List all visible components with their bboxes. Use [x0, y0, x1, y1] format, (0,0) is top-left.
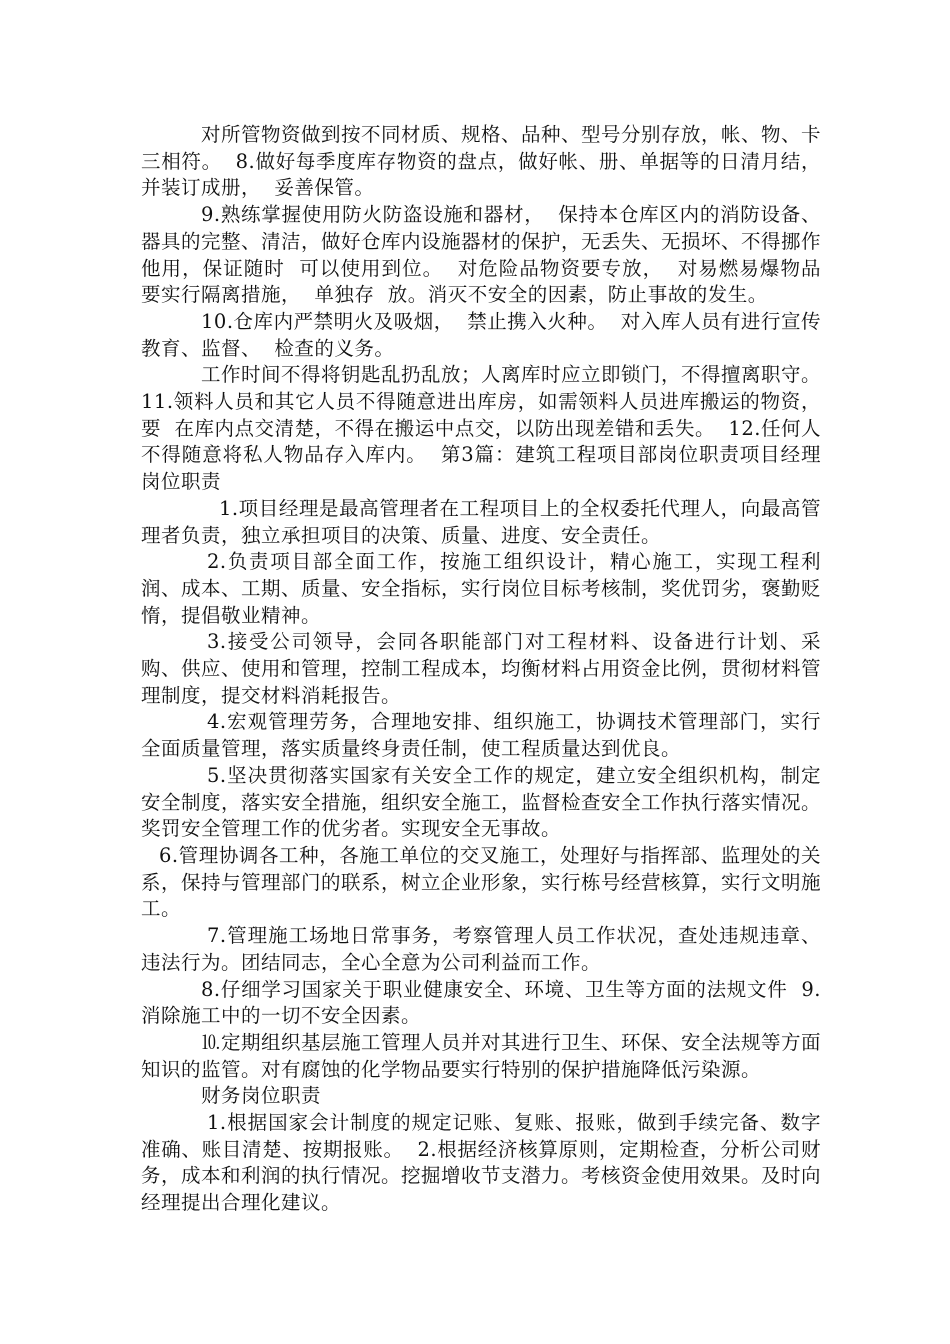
paragraph: 1.根据国家会计制度的规定记账、复账、报账，做到手续完备、数字准确、账目清楚、按期报账。 2.根据经济核算原则，定期检查，分析公司财务，成本和利润的执行情况。挖掘增收节支潜力。考核资金使用效果。及时向经理提出合理化建议。	[141, 1111, 822, 1215]
paragraph: 工作时间不得将钥匙乱扔乱放；人离库时应立即锁门，不得擅离职守。 11.领料人员和其它人员不得随意进出库房，如需领料人员进库搬运的物资，要 在库内点交清楚，不得在搬运中点交，以防出现差错和丢失。 12.任何人不得随意将私人物品存入库内。 第3篇：建筑工程项目部岗位职责项目经理岗位职责	[141, 363, 835, 494]
paragraph: 4.宏观管理劳务，合理地安排、组织施工，协调技术管理部门，实行全面质量管理，落实质量终身责任制，使工程质量达到优良。	[141, 710, 821, 761]
paragraph: 10.仓库内严禁明火及吸烟， 禁止携入火种。 对入库人员有进行宣传教育、监督、 检查的义务。	[141, 309, 821, 360]
paragraph: 9.熟练掌握使用防火防盗设施和器材， 保持本仓库区内的消防设备、器具的完整、清洁，做好仓库内设施器材的保护，无丢失、无损坏、不得挪作他用，保证随时 可以使用到位。 对危险品物资要专放， 对易燃易爆物品要实行隔离措施， 单独存 放。消灭不安全的因素，防止事故的发生。	[141, 203, 822, 307]
paragraph: 6.管理协调各工种，各施工单位的交叉施工，处理好与指挥部、监理处的关系，保持与管理部门的联系，树立企业形象，实行栋号经营核算，实行文明施工。	[141, 843, 822, 921]
paragraph: 7.管理施工场地日常事务，考察管理人员工作状况，查处违规违章、违法行为。团结同志，全心全意为公司利益而工作。	[141, 924, 821, 974]
document-body	[141, 122, 835, 1217]
paragraph: 对所管物资做到按不同材质、规格、品种、型号分别存放，帐、物、卡三相符。 8.做好每季度库存物资的盘点，做好帐、册、单据等的日清月结，并装订成册， 妥善保管。	[141, 123, 822, 200]
paragraph: 3.接受公司领导，会同各职能部门对工程材料、设备进行计划、采购、供应、使用和管理，控制工程成本，均衡材料占用资金比例，贯彻材料管理制度，提交材料消耗报告。	[141, 630, 822, 707]
paragraph: ⒑定期组织基层施工管理人员并对其进行卫生、环保、安全法规等方面知识的监管。对有腐蚀的化学物品要实行特别的保护措施降低污染源。	[141, 1030, 822, 1081]
paragraph: 8.仔细学习国家关于职业健康安全、环境、卫生等方面的法规文件 9.消除施工中的一切不安全因素。	[141, 977, 821, 1028]
paragraph: 2.负责项目部全面工作，按施工组织设计，精心施工，实现工程利润、成本、工期、质量、安全指标，实行岗位目标考核制，奖优罚劣，褒勤贬惰，提倡敬业精神。	[141, 550, 822, 627]
section-heading: 财务岗位职责	[201, 1084, 322, 1108]
paragraph: 1.项目经理是最高管理者在工程项目上的全权委托代理人，向最高管理者负责，独立承担项目的决策、质量、进度、安全责任。	[141, 496, 821, 547]
paragraph: 5.坚决贯彻落实国家有关安全工作的规定，建立安全组织机构，制定安全制度，落实安全措施，组织安全施工，监督检查安全工作执行落实情况。奖罚安全管理工作的优劣者。实现安全无事故。	[141, 763, 822, 841]
